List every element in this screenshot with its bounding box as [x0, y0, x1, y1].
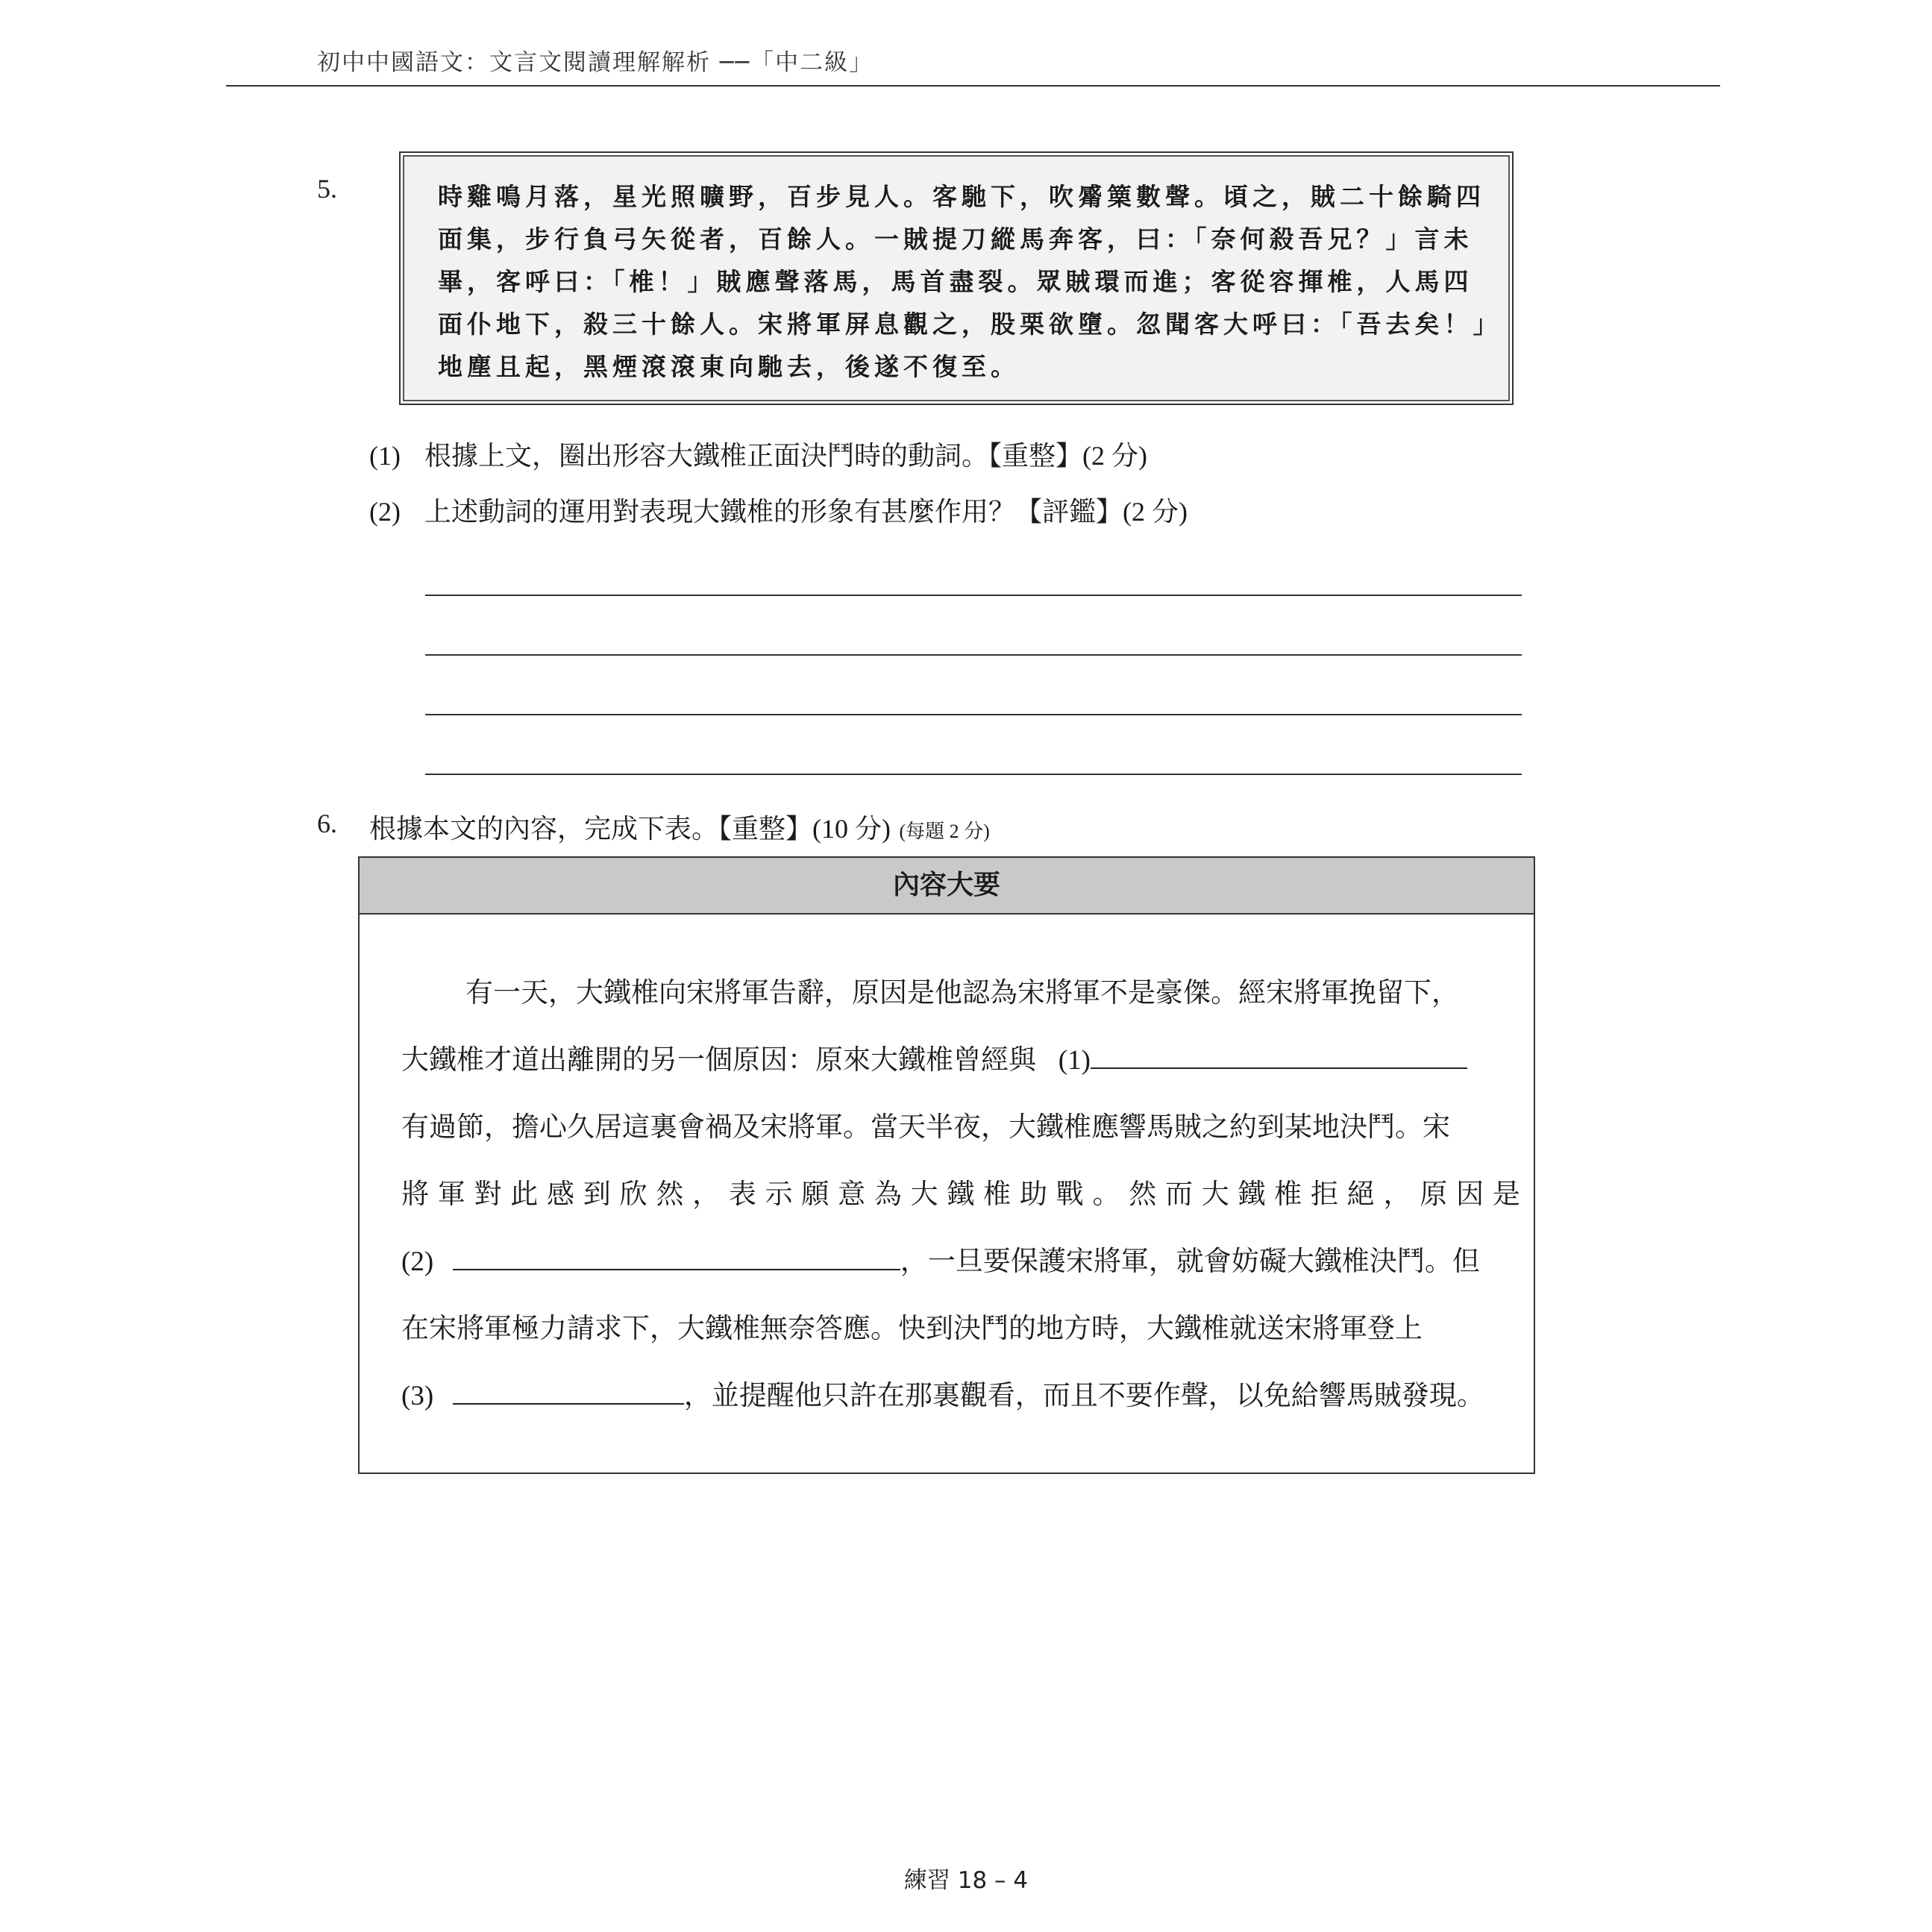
table-line: 有一天，大鐵椎向宋將軍告辭，原因是他認為宋將軍不是豪傑。經宋將軍挽留下，	[465, 976, 1459, 1009]
table-line	[401, 1238, 1480, 1279]
sub-question-text: 根據上文，圈出形容大鐵椎正面決鬥時的動詞。【重整】	[424, 441, 1083, 471]
answer-blank-2[interactable]	[453, 1248, 900, 1270]
question-text: 根據本文的內容，完成下表。【重整】	[369, 814, 813, 844]
running-header: 初中中國語文：文言文閱讀理解解析 ──「中二級」	[317, 49, 874, 76]
answer-blank-1[interactable]	[1091, 1047, 1467, 1069]
marks: (2 分)	[1123, 497, 1188, 527]
question-6-number: 6.	[317, 809, 337, 838]
answer-line[interactable]	[425, 774, 1522, 775]
question-5-number: 5.	[317, 174, 337, 204]
sub-question-label: (2)	[369, 497, 401, 527]
table-line: 將 軍 對 此 感 到 欣 然 ， 表 示 願 意 為 大 鐵 椎 助 戰 。 然 而 大 鐵 椎 拒 絕 ， 原 因 是	[401, 1178, 1520, 1210]
table-header: 內容大要	[360, 858, 1534, 915]
table-line: 有過節，擔心久居這裏會禍及宋將軍。當天半夜，大鐵椎應響馬賊之約到某地決鬥。宋	[401, 1111, 1450, 1143]
sub-question-text: 上述動詞的運用對表現大鐵椎的形象有甚麼作用？【評鑑】	[424, 497, 1123, 527]
question-5-2	[369, 491, 1188, 529]
line-text: ，一旦要保護宋將軍，就會妨礙大鐵椎決鬥。但	[900, 1245, 1480, 1277]
question-6-prompt	[369, 808, 990, 846]
answer-line[interactable]	[425, 714, 1522, 715]
table-line	[401, 1373, 1484, 1413]
table-line: 在宋將軍極力請求下，大鐵椎無奈答應。快到決鬥的地方時，大鐵椎就送宋將軍登上	[401, 1312, 1423, 1344]
marks: (10 分)	[812, 814, 891, 844]
answer-blank-3[interactable]	[453, 1382, 684, 1405]
question-5-1	[369, 435, 1147, 473]
passage-line: 時雞鳴月落，星光照曠野，百步見人。客馳下，吹觱篥數聲。頃之，賊二十餘騎四	[438, 182, 1485, 211]
summary-table	[358, 856, 1535, 1474]
blank-number: (1)	[1058, 1045, 1091, 1076]
table-line	[401, 1037, 1467, 1077]
passage-line: 畢，客呼曰：「椎！」賊應聲落馬，馬首盡裂。眾賊環而進；客從容揮椎，人馬四	[438, 267, 1473, 296]
line-text: ，並提醒他只許在那裏觀看，而且不要作聲，以免給響馬賊發現。	[683, 1379, 1484, 1411]
passage-line: 面集，步行負弓矢從者，百餘人。一賊提刀縱馬奔客，曰：「奈何殺吾兄？」言未	[438, 225, 1473, 254]
marks: (2 分)	[1082, 441, 1147, 471]
sub-question-label: (1)	[369, 441, 401, 471]
line-text: 大鐵椎才道出離開的另一個原因：原來大鐵椎曾經與	[401, 1044, 1036, 1076]
page-footer: 練習 18 – 4	[903, 1867, 1029, 1894]
blank-number: (2)	[401, 1246, 434, 1277]
marks-note: (每題 2 分)	[899, 821, 990, 842]
answer-line[interactable]	[425, 654, 1522, 656]
passage-line: 地塵且起，黑煙滾滾東向馳去，後遂不復至。	[438, 352, 1020, 381]
passage-box	[399, 151, 1514, 405]
passage-line: 面仆地下，殺三十餘人。宋將軍屏息觀之，股栗欲墮。忽聞客大呼曰：「吾去矣！」	[438, 310, 1502, 339]
answer-line[interactable]	[425, 595, 1522, 596]
header-rule	[226, 85, 1720, 87]
blank-number: (3)	[401, 1381, 434, 1411]
